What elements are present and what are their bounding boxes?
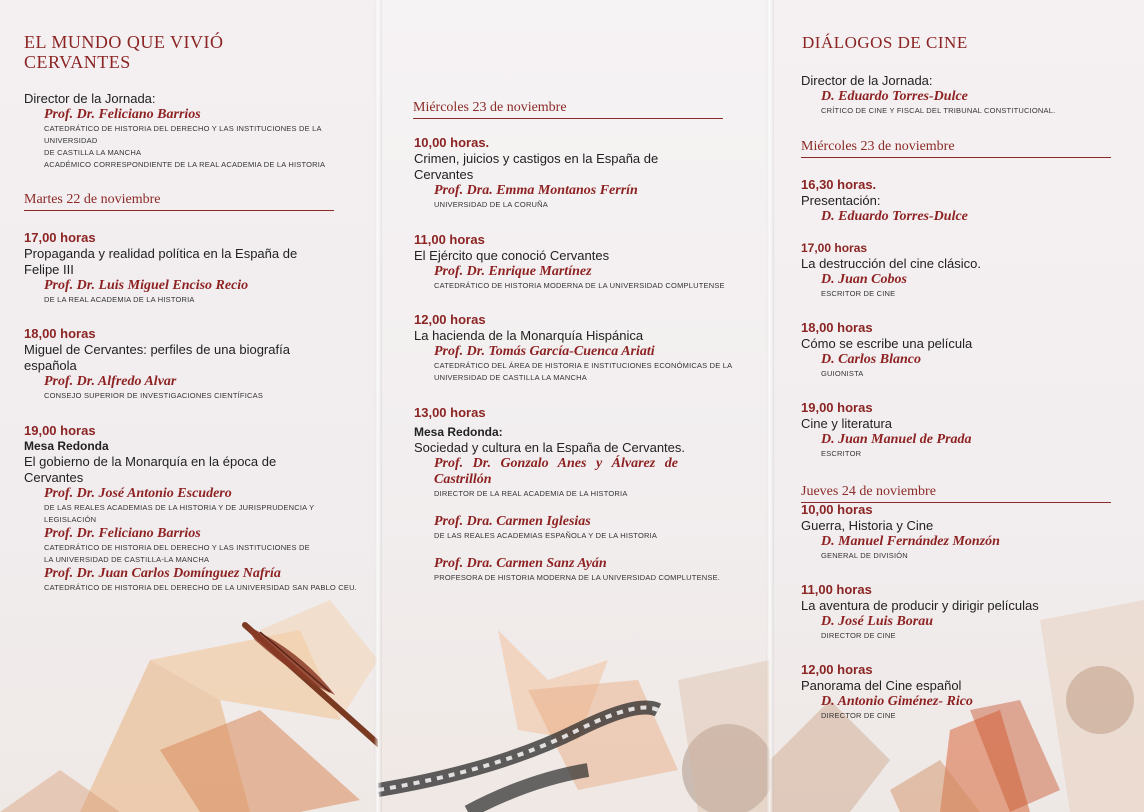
session-topic: Sociedad y cultura en la España de Cervantes. [414, 440, 686, 455]
collage-illustration-center [378, 620, 770, 812]
speaker-role: CONSEJO SUPERIOR DE INVESTIGACIONES CIENTÍFICAS [44, 391, 264, 400]
session-time: 19,00 horas [24, 423, 96, 438]
day-heading: Martes 22 de noviembre [24, 192, 334, 211]
session-time: 11,00 horas [414, 232, 485, 247]
session-block [414, 135, 754, 211]
day-heading: Miércoles 23 de noviembre [413, 100, 723, 119]
speaker-role: CATEDRÁTICO DE HISTORIA DEL DERECHO DE LA UNIVERSIDAD SAN PABLO CEU. [44, 583, 357, 592]
title-line: DIÁLOGOS DE CINE [802, 33, 968, 52]
session-time: 12,00 horas [801, 662, 873, 677]
speaker-role: CATEDRÁTICO DE HISTORIA MODERNA DE LA UNIVERSIDAD COMPLUTENSE [434, 281, 725, 290]
session-time: 16,30 horas. [801, 177, 877, 192]
speaker-name: Prof. Dr. José Antonio Escudero [44, 486, 232, 501]
speaker-name: D. Antonio Giménez- Rico [821, 694, 973, 709]
session-topic: Panorama del Cine español [801, 678, 962, 693]
session-topic: Cervantes [24, 470, 84, 485]
day-heading: Miércoles 23 de noviembre [801, 139, 1111, 158]
session-time: 18,00 horas [24, 326, 96, 341]
director-role: ACADÉMICO CORRESPONDIENTE DE LA REAL ACADEMIA DE LA HISTORIA [44, 160, 326, 169]
session-block [414, 232, 754, 292]
title-line-2: CERVANTES [24, 52, 131, 72]
speaker-role: DE LAS REALES ACADEMIAS DE LA HISTORIA Y DE JURISPRUDENCIA Y LEGISLACIÓN [44, 503, 315, 524]
panel-cervantes [0, 0, 378, 812]
session-topic: La hacienda de la Monarquía Hispánica [414, 328, 644, 343]
director-block [24, 91, 354, 171]
speaker-name: D. Carlos Blanco [821, 352, 921, 367]
session-block [801, 582, 1141, 642]
speaker-name: D. José Luis Borau [821, 614, 934, 629]
speaker-role: CATEDRÁTICO DE HISTORIA DEL DERECHO Y LAS INSTITUCIONES DE [44, 543, 310, 552]
session-time: 13,00 horas [414, 405, 486, 420]
director-role: DE CASTILLA LA MANCHA [44, 148, 142, 157]
session-time: 12,00 horas [414, 312, 486, 327]
speaker-role: DIRECTOR DE CINE [821, 711, 896, 720]
panel-wednesday [378, 0, 770, 812]
fold-line [374, 0, 382, 812]
speaker-role: DIRECTOR DE LA REAL ACADEMIA DE LA HISTORIA [434, 489, 628, 498]
session-topic: El Ejército que conoció Cervantes [414, 248, 610, 263]
session-time: 17,00 horas [24, 230, 96, 245]
session-topic: Felipe III [24, 262, 74, 277]
speaker-name: Prof. Dr. Luis Miguel Enciso Recio [44, 278, 249, 293]
session-topic: La destrucción del cine clásico. [801, 256, 981, 271]
speaker-role: GENERAL DE DIVISIÓN [821, 551, 908, 560]
session-block [24, 326, 354, 402]
director-name: D. Eduardo Torres-Dulce [821, 89, 968, 104]
session-block [414, 312, 754, 384]
speaker-name: D. Juan Manuel de Prada [821, 432, 972, 447]
speaker-role: UNIVERSIDAD DE LA CORUÑA [434, 200, 548, 209]
session-block [801, 177, 1131, 225]
session-block [414, 405, 764, 584]
director-name: Prof. Dr. Feliciano Barrios [44, 107, 201, 122]
speaker-name: D. Eduardo Torres-Dulce [821, 209, 968, 224]
session-topic: Cómo se escribe una película [801, 336, 973, 351]
speaker-name: Prof. Dra. Emma Montanos Ferrín [434, 183, 638, 198]
director-block [801, 73, 1131, 117]
speaker-name: Prof. Dra. Carmen Iglesias [434, 514, 591, 529]
director-role: UNIVERSIDAD [44, 136, 98, 145]
session-topic: Guerra, Historia y Cine [801, 518, 934, 533]
speaker-role: ESCRITOR DE CINE [821, 289, 896, 298]
speaker-role: CATEDRÁTICO DEL ÁREA DE HISTORIA E INSTITUCIONES ECONÓMICAS DE LA [434, 361, 733, 370]
session-topic: Cervantes [414, 167, 474, 182]
session-time: 19,00 horas [801, 400, 873, 415]
session-block [801, 400, 1131, 460]
speaker-name: Prof. Dr. Alfredo Alvar [44, 374, 177, 389]
panel-cine [770, 0, 1144, 812]
collage-illustration-left [0, 600, 378, 812]
session-block [24, 423, 364, 594]
speaker-name: Prof. Dr. Enrique Martínez [434, 264, 592, 279]
director-label: Director de la Jornada: [801, 73, 933, 88]
director-role: CATEDRÁTICO DE HISTORIA DEL DERECHO Y LAS INSTITUCIONES DE LA [44, 124, 322, 133]
director-role: CRÍTICO DE CINE Y FISCAL DEL TRIBUNAL CONSTITUCIONAL. [821, 106, 1056, 115]
session-topic: Presentación: [801, 193, 881, 208]
session-topic: La aventura de producir y dirigir películas [801, 598, 1039, 613]
session-block [24, 230, 354, 306]
session-time: 10,00 horas. [414, 135, 490, 150]
session-block [801, 662, 1141, 722]
speaker-role: LA UNIVERSIDAD DE CASTILLA-LA MANCHA [44, 555, 210, 564]
speaker-name: Prof. Dr. Feliciano Barrios [44, 526, 201, 541]
speaker-role: ESCRITOR [821, 449, 862, 458]
session-time: 11,00 horas [801, 582, 872, 597]
section-title-cervantes [24, 32, 223, 72]
session-time: 17,00 horas [801, 241, 868, 255]
session-topic: Crimen, juicios y castigos en la España de [414, 151, 659, 166]
speaker-name: Prof. Dr. Tomás García-Cuenca Ariati [434, 344, 655, 359]
speaker-role: DE LA REAL ACADEMIA DE LA HISTORIA [44, 295, 195, 304]
session-topic: Propaganda y realidad política en la España de [24, 246, 298, 261]
day-heading: Jueves 24 de noviembre [801, 484, 1111, 503]
session-subheading: Mesa Redonda: [414, 425, 503, 439]
session-block [801, 320, 1131, 380]
speaker-role: GUIONISTA [821, 369, 864, 378]
fold-line [766, 0, 774, 812]
speaker-name: Prof. Dra. Carmen Sanz Ayán [434, 556, 607, 571]
speaker-role: DIRECTOR DE CINE [821, 631, 896, 640]
speaker-role: DE LAS REALES ACADEMIAS ESPAÑOLA Y DE LA HISTORIA [434, 531, 658, 540]
title-line-1: EL MUNDO QUE VIVIÓ [24, 32, 224, 52]
session-topic: Cine y literatura [801, 416, 893, 431]
session-block [801, 502, 1141, 562]
session-topic: Miguel de Cervantes: perfiles de una biografía [24, 342, 290, 357]
director-label: Director de la Jornada: [24, 91, 156, 106]
section-title-cine [802, 33, 968, 53]
session-block [801, 240, 1131, 300]
speaker-name: D. Juan Cobos [821, 272, 907, 287]
speaker-role: UNIVERSIDAD DE CASTILLA LA MANCHA [434, 373, 587, 382]
speaker-name: Prof. Dr. Juan Carlos Domínguez Nafría [44, 566, 281, 581]
session-time: 18,00 horas [801, 320, 873, 335]
speaker-name: D. Manuel Fernández Monzón [821, 534, 1000, 549]
session-topic: El gobierno de la Monarquía en la época de [24, 454, 277, 469]
session-time: 10,00 horas [801, 502, 873, 517]
speaker-name: Prof. Dr. Gonzalo Anes y Álvarez de [434, 456, 678, 471]
speaker-name: Castrillón [434, 472, 492, 487]
speaker-role: PROFESORA DE HISTORIA MODERNA DE LA UNIVERSIDAD COMPLUTENSE. [434, 573, 721, 582]
session-topic: española [24, 358, 77, 373]
session-subheading: Mesa Redonda [24, 439, 109, 453]
